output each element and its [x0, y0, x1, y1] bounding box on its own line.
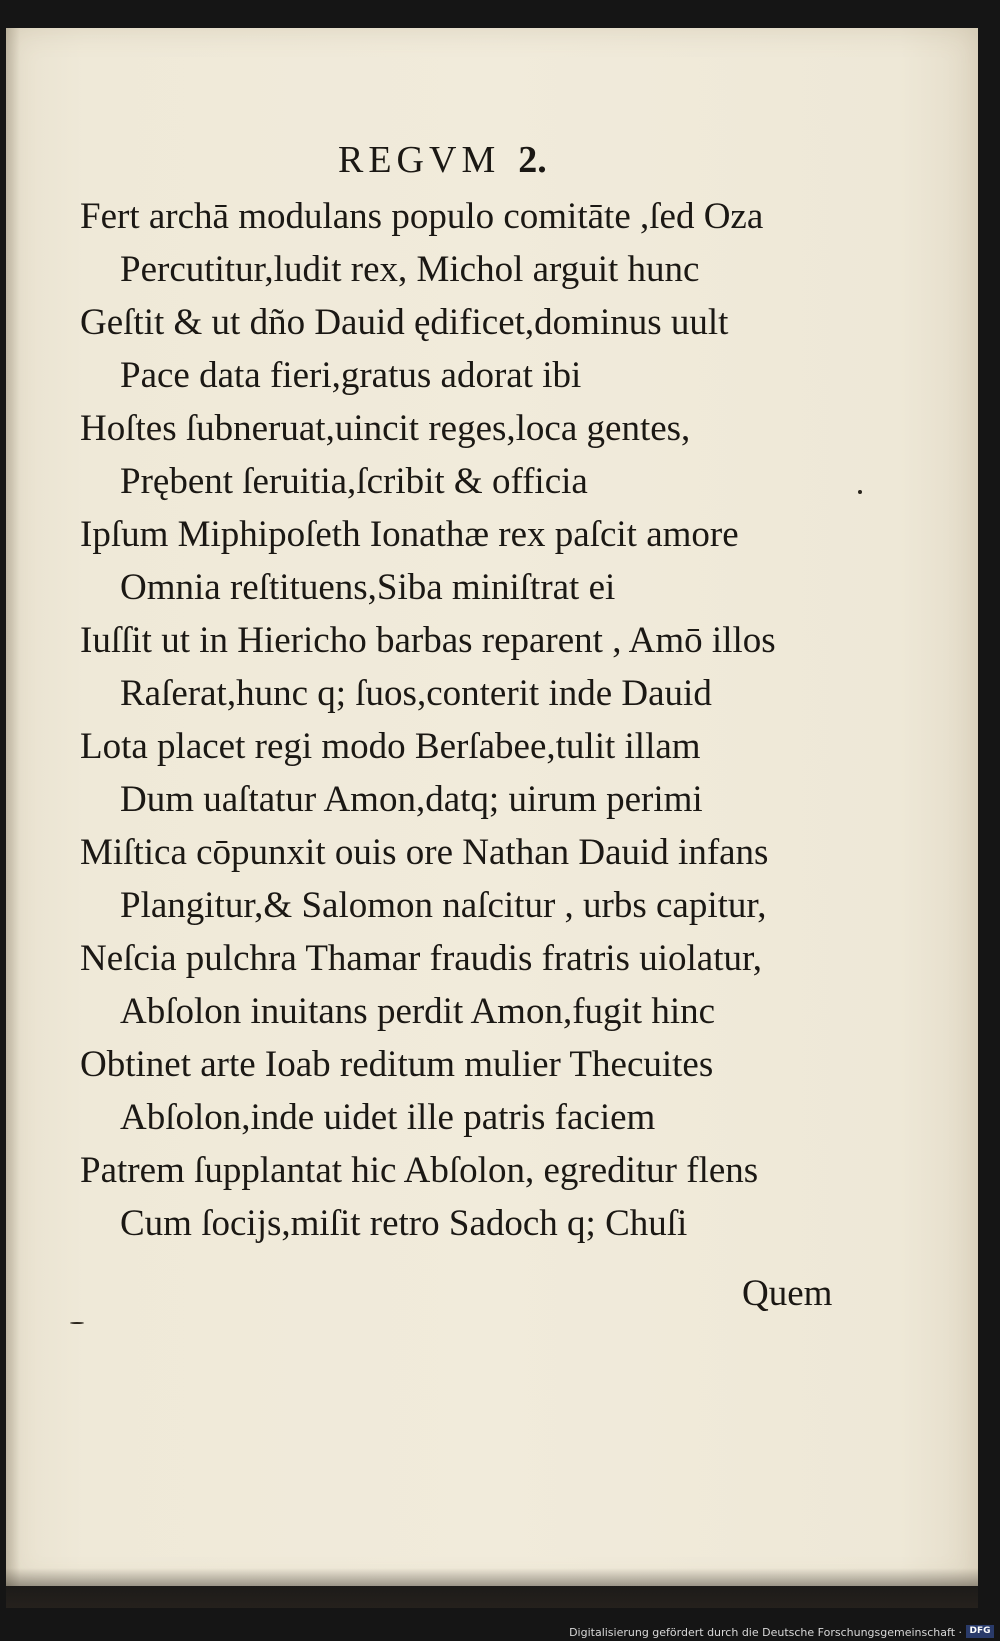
- verse-line-5: Hoſtes ſubneruat,uincit reges,loca gentes,: [80, 408, 691, 449]
- page-edge-shadow: [6, 1568, 978, 1608]
- verse-line-1: Fert archā modulans populo comitāte ,ſed Oza: [80, 196, 764, 237]
- verse-line-11: Lota placet regi modo Berſabee,tulit illam: [80, 726, 701, 767]
- verse-line-15: Neſcia pulchra Thamar fraudis fratris uiolatur,: [80, 938, 763, 979]
- running-head: [338, 138, 547, 182]
- verse-line-4: Pace data fieri,gratus adorat ibi: [120, 355, 582, 396]
- ink-speck: [858, 490, 862, 494]
- verse-line-9: Iuſſit ut in Hiericho barbas reparent , Amō illos: [80, 620, 776, 661]
- verse-line-14: Plangitur,& Salomon naſcitur , urbs capitur,: [120, 885, 767, 926]
- running-head-number: 2.: [518, 139, 547, 181]
- verse-line-3: Geſtit & ut dño Dauid ędificet,dominus uult: [80, 302, 729, 343]
- dfg-logo: DFG: [966, 1625, 994, 1638]
- verse-line-10: Raſerat,hunc q; ſuos,conterit inde Dauid: [120, 673, 712, 714]
- verse-line-16: Abſolon inuitans perdit Amon,fugit hinc: [120, 991, 716, 1032]
- verse-line-2: Percutitur,ludit rex, Michol arguit hunc: [120, 249, 700, 290]
- verse-line-12: Dum uaſtatur Amon,datq; uirum perimi: [120, 779, 703, 820]
- verse-line-7: Ipſum Miphipoſeth Ionathæ rex paſcit amore: [80, 514, 739, 555]
- page-gutter: [6, 28, 20, 1586]
- catchword: Quem: [742, 1273, 833, 1314]
- verse-line-6: Prębent ſeruitia,ſcribit & officia: [120, 461, 588, 502]
- verse-line-17: Obtinet arte Ioab reditum mulier Thecuites: [80, 1044, 714, 1085]
- digitization-credit: Digitalisierung gefördert durch die Deutsche Forschungsgemeinschaft ·: [569, 1626, 962, 1639]
- ink-speck: [70, 1322, 84, 1324]
- verse-line-20: Cum ſocijs,miſit retro Sadoch q; Chuſi: [120, 1203, 688, 1244]
- verse-line-18: Abſolon,inde uidet ille patris faciem: [120, 1097, 656, 1138]
- running-head-title: REGVM: [338, 139, 501, 181]
- verse-line-19: Patrem ſupplantat hic Abſolon, egreditur flens: [80, 1150, 759, 1191]
- verse-line-8: Omnia reſtituens,Siba miniſtrat ei: [120, 567, 616, 608]
- verse-line-13: Miſtica cōpunxit ouis ore Nathan Dauid infans: [80, 832, 769, 873]
